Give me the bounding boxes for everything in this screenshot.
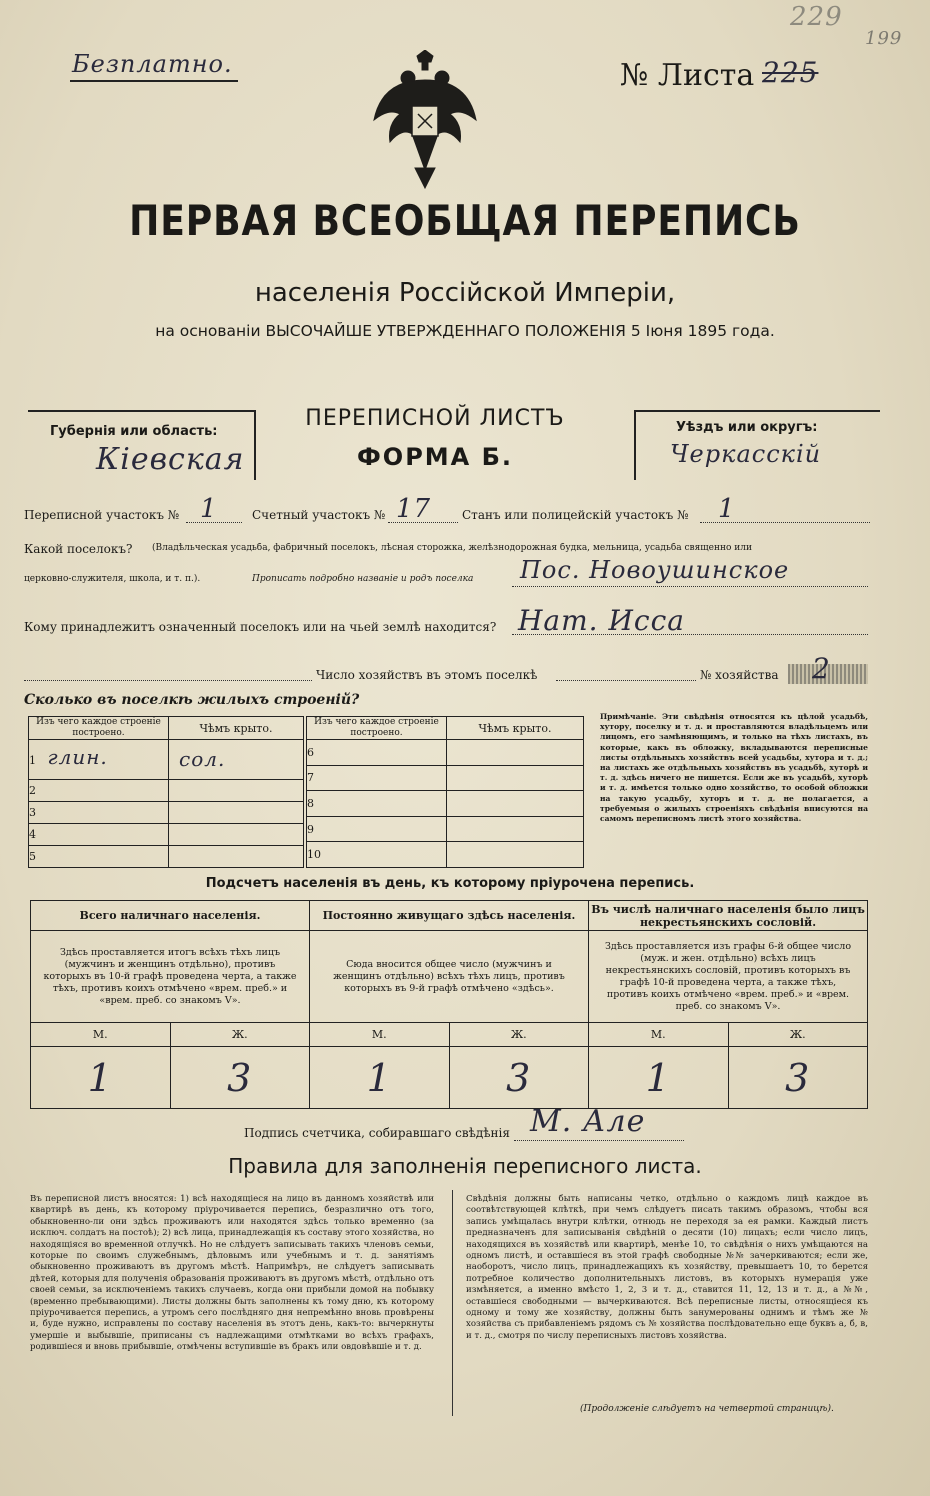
row-number: 4 (29, 823, 169, 845)
form-type: ФОРМА Б. (356, 443, 513, 471)
table-row (29, 779, 304, 801)
buildings-note: Примѣчаніе. Эти свѣдѣнія относятся къ цѣлой усадьбѣ, хутору, поселку и т. д. и проставляются владѣльцемъ или лицомъ, его замѣняющимъ, и только на тѣхъ листахъ, въ которые, какъ въ обложку, вкладываются переписные листы отдѣльныхъ хозяйствъ всей усадьбы, хутора и т. д.; на листахъ же отдѣльныхъ хозяйствъ въ усадьбѣ, хуторѣ и т. д. здѣсь ничего не пишется. Если же въ усадьбѣ, хуторѣ и т. д. имѣется только одно хозяйство, то особой обложки на такую усадьбу, хуторъ и т. д. не полагается, а требуемыя о жилыхъ строеніяхъ свѣдѣнія вписуются на самомъ переписномъ листѣ этого хозяйства. (600, 712, 868, 824)
settlement-hint-1: (Владѣльческая усадьба, фабричный поселокъ, лѣсная сторожка, желѣзнодорожная будка, мельница, усадьба священно или (152, 543, 752, 553)
signature-value[interactable]: М. Але (530, 1104, 646, 1139)
roof-cell[interactable] (169, 845, 304, 867)
sheet-number-label: № Листа (620, 58, 755, 93)
settlement-hint-3: Прописать подробно названіе и родъ поселка (252, 574, 474, 584)
table-row (307, 765, 584, 791)
female-header: Ж. (728, 1023, 868, 1047)
households-label: Число хозяйствъ въ этомъ поселкѣ (316, 668, 538, 682)
col1-title: Всего наличнаго населенія. (31, 901, 310, 931)
row-number: 9 (307, 816, 447, 842)
row-number: 3 (29, 801, 169, 823)
col1-desc: Здѣсь проставляется итогъ всѣхъ тѣхъ лицъ (мужчинъ и женщинъ отдѣльно), противъ которыхъ въ 10-й графѣ проведена черта, а также тѣхъ, противъ коихъ отмѣчено «врем. преб.» и «врем. преб. со знакомъ V». (31, 931, 310, 1023)
roof-cell[interactable] (169, 801, 304, 823)
row-number: 8 (307, 791, 447, 817)
free-underline (70, 80, 238, 82)
col3-desc: Здѣсь проставляется изъ графы 6-й общее число (муж. и жен. отдѣльно) всѣхъ лицъ некрестьянскихъ сословій, противъ которыхъ въ графѣ 10-й проведена черта, а также тѣхъ, противъ коихъ отмѣчено «врем. преб.» и «врем. преб. со знакомъ V». (589, 931, 868, 1023)
settlement-value[interactable]: Пос. Новоушинское (520, 556, 790, 584)
material-value[interactable]: глин. (47, 745, 108, 770)
stan-label: Станъ или полицейскій участокъ № (462, 508, 689, 522)
nonpeasant-male-value[interactable]: 1 (589, 1047, 729, 1109)
page-title: ПЕРВАЯ ВСЕОБЩАЯ ПЕРЕПИСЬ (129, 196, 801, 245)
resident-male-value[interactable]: 1 (310, 1047, 450, 1109)
roof-cell[interactable] (447, 791, 584, 817)
table-row (307, 791, 584, 817)
page-subtitle: населенія Россійской Имперіи, (254, 278, 676, 308)
rules-left-text: Въ переписной листъ вносятся: 1) всѣ находящіеся на лицо въ данномъ хозяйствѣ или квартирѣ въ день, къ которому пріурочивается перепись, безразлично отъ того, обыкновенно-ли они здѣсь проживаютъ или находятся здѣсь только временно (за исключ. солдатъ на постоѣ); 2) всѣ лица, принадлежащія къ составу этого хозяйства, но находящіяся во временной отлучкѣ. Но не слѣдуетъ записывать такихъ членовъ семьи, которые по своимъ служебнымъ, дѣловымъ или учебнымъ и т. д. занятіямъ обыкновенно проживаютъ въ другомъ мѣстѣ. Напримѣръ, не слѣдуетъ записывать дѣтей, которыя для полученія образованія проживаютъ въ другомъ мѣстѣ, отдѣльно отъ своей семьи, за исключеніемъ такихъ случаевъ, когда они прибыли домой на побывку (временно пребывающими). Листы должны быть заполнены къ тому дню, къ которому пріурочивается перепись, а утромъ сего послѣдняго дня непремѣнно вновь провѣрены и, буде нужно, исправлены по составу населенія въ этотъ день, какъ-то: вычеркнуты умершіе и выбывшіе, приписаны съ надлежащими отмѣтками во всѣхъ графахъ, родившіеся и вновь прибывшіе, отмѣчены вступившіе въ бракъ или овдовѣвшіе и т. д. (30, 1194, 434, 1353)
district-label: Переписной участокъ № (24, 508, 180, 522)
rules-divider (452, 1190, 453, 1416)
col-roof-header: Чѣмъ крыто. (447, 717, 584, 740)
row-number: 2 (29, 779, 169, 801)
corner-number-2: 199 (865, 28, 903, 49)
male-header: М. (589, 1023, 729, 1047)
settlement-line (512, 586, 868, 587)
row-number: 10 (307, 842, 447, 868)
row-number: 6 (307, 740, 447, 766)
roof-cell[interactable] (447, 740, 584, 766)
rules-title: Правила для заполненія переписного листа. (228, 1154, 702, 1178)
table-row (307, 816, 584, 842)
count-value[interactable]: 17 (396, 494, 432, 524)
nonpeasant-female-value[interactable]: 3 (728, 1047, 868, 1109)
rules-continued: (Продолженіе слѣдуетъ на четвертой страницѣ). (580, 1404, 834, 1414)
roof-cell[interactable] (447, 816, 584, 842)
stan-value[interactable]: 1 (718, 494, 736, 524)
guberniya-value: Кiевская (96, 442, 245, 477)
roof-cell[interactable] (169, 779, 304, 801)
corner-number-1: 229 (790, 2, 843, 32)
settlement-hint-2: церковно-служителя, школа, и т. п.). (24, 574, 201, 584)
household-no-label: № хозяйства (700, 668, 779, 682)
male-header: М. (310, 1023, 450, 1047)
col2-desc: Сюда вносится общее число (мужчинъ и женщинъ отдѣльно) всѣхъ тѣхъ лицъ, противъ которыхъ въ 9-й графѣ отмѣчено «здѣсь». (310, 931, 589, 1023)
buildings-table-right (306, 716, 584, 868)
buildings-table-left (28, 716, 304, 868)
present-male-value[interactable]: 1 (31, 1047, 171, 1109)
owner-value[interactable]: Нат. Исса (518, 604, 685, 637)
col3-title: Въ числѣ наличнаго населенія было лицъ некрестьянскихъ сословій. (589, 901, 868, 931)
table-row (307, 842, 584, 868)
roof-cell[interactable] (169, 823, 304, 845)
population-table (30, 900, 868, 1109)
uezd-value: Черкасскій (670, 440, 822, 468)
table-row (29, 740, 304, 780)
signature-line (514, 1140, 684, 1141)
roof-value[interactable]: сол. (179, 747, 226, 772)
col-roof-header: Чѣмъ крыто. (169, 717, 304, 740)
rules-right-text: Свѣдѣнія должны быть написаны четко, отдѣльно о каждомъ лицѣ каждое въ соотвѣтствующей клѣткѣ, при чемъ слѣдуетъ писать такимъ образомъ, чтобы вся запись умѣщалась внутри клѣтки, отнюдь не переходя за ея рамки. Каждый листъ предназначенъ для записыванія свѣдѣній о десяти (10) лицахъ; если число лицъ, находящихся въ хозяйствѣ или квартирѣ, менѣе 10, то свѣдѣнія о нихъ умѣщаются на одномъ листѣ, и оставшіеся въ этой графѣ свободные №№ зачеркиваются; если же, наоборотъ, число лицъ, принадлежащихъ къ хозяйству, превышаетъ 10, то берется потребное количество дополнительныхъ листовъ, въ которыхъ нумерація уже измѣняется, а именно вмѣсто 1, 2, 3 и т. д., ставится 11, 12, 13 и т. д., а №№, оставшіеся свободными — вычеркиваются. Всѣ переписные листы, относящіеся къ одному и тому же хозяйству, должны быть занумерованы однимъ и тѣмъ же № хозяйства съ прибавленіемъ рядомъ съ № хозяйства послѣдовательно еще буквъ а, б, в, и т. д., смотря по числу переписныхъ листовъ хозяйства. (466, 1194, 868, 1341)
free-label: Безплатно. (72, 50, 233, 78)
resident-female-value[interactable]: 3 (449, 1047, 589, 1109)
guberniya-label: Губернія или область: (50, 424, 218, 439)
buildings-title: Сколько въ поселкѣ жилыхъ строеній? (24, 692, 360, 708)
settlement-label: Какой поселокъ? (24, 542, 133, 556)
signature-label: Подпись счетчика, собиравшаго свѣдѣнія (244, 1126, 510, 1140)
female-header: Ж. (170, 1023, 310, 1047)
table-row (307, 740, 584, 766)
count-label: Счетный участокъ № (252, 508, 386, 522)
uezd-label: Уѣздъ или округъ: (676, 420, 818, 435)
row-number: 1 (29, 754, 36, 768)
table-row (29, 823, 304, 845)
population-title: Подсчетъ населенія въ день, къ которому пріурочена перепись. (205, 876, 695, 891)
col2-title: Постоянно живущаго здѣсь населенія. (310, 901, 589, 931)
district-value[interactable]: 1 (200, 494, 218, 524)
roof-cell[interactable] (447, 842, 584, 868)
imperial-eagle-icon (370, 50, 480, 192)
col-material-header: Изъ чего каждое строеніе построено. (307, 717, 447, 740)
table-row (29, 845, 304, 867)
female-header: Ж. (449, 1023, 589, 1047)
owner-label: Кому принадлежитъ означенный поселокъ или на чьей землѣ находится? (24, 620, 497, 634)
present-female-value[interactable]: 3 (170, 1047, 310, 1109)
roof-cell[interactable] (447, 765, 584, 791)
row-number: 7 (307, 765, 447, 791)
basis-line: на основаніи ВЫСОЧАЙШЕ УТВЕРЖДЕННАГО ПОЛОЖЕНІЯ 5 Іюня 1895 года. (155, 322, 775, 340)
households-lead-line (24, 680, 312, 681)
sheet-number-value: 225 (762, 56, 819, 89)
households-line (556, 680, 696, 681)
household-no-value[interactable]: 2 (812, 652, 831, 685)
table-row (29, 801, 304, 823)
col-material-header: Изъ чего каждое строеніе построено. (29, 717, 169, 740)
form-title: ПЕРЕПИСНОЙ ЛИСТЪ (305, 406, 565, 431)
male-header: М. (31, 1023, 171, 1047)
row-number: 5 (29, 845, 169, 867)
